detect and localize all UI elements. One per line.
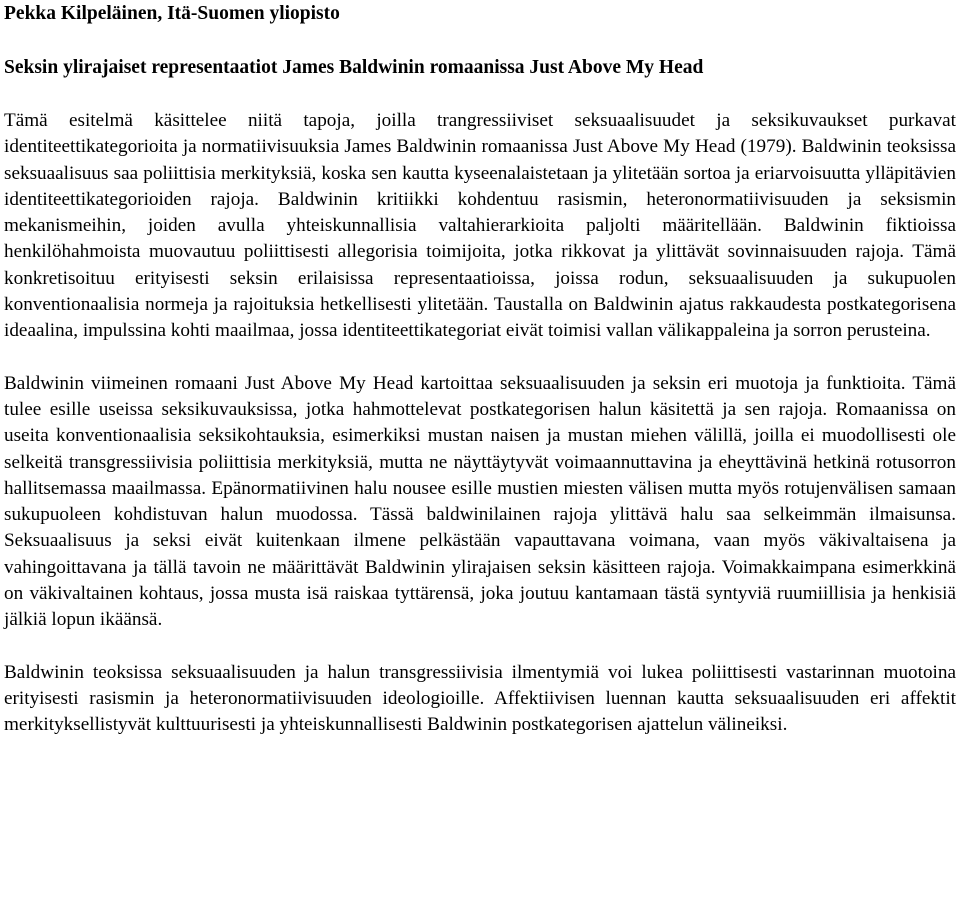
paragraph-2: Baldwinin viimeinen romaani Just Above My Head kartoittaa seksuaalisuuden ja seksin eri muotoja ja funktioita. Tämä tulee esille useissa seksikuvauksissa, jotka hahmottelevat postkategorisen halun käsitettä ja sen rajoja. Romaanissa on useita konventionaalisia seksikohtauksia, esimerkiksi mustan naisen ja mustan miehen välillä, joilla ei muodollisesti ole selkeitä transgressiivisia poliittisia merkityksiä, mutta ne näyttäytyvät voimaannuttavina ja eheyttävinä hetkinä rotusorron hallitsemassa maailmassa. Epänormatiivinen halu nousee esille mustien miesten välisen mutta myös rotujenvälisen samaan sukupuoleen kohdistuvan halun muodossa. Tässä baldwinilainen rajoja ylittävä halu saa selkeimmän ilmaisunsa. Seksuaalisuus ja seksi eivät kuitenkaan ilmene pelkästään vapauttavana voimana, vaan myös väkivaltaisena ja vahingoittavana ja tällä tavoin ne määrittävät Baldwinin ylirajaisen seksin käsitteen rajoja. Voimakkaimpana esimerkkinä on väkivaltainen kohtaus, jossa musta isä raiskaa tyttärensä, joka joutuu kantamaan tästä syntyviä ruumiillisia ja henkisiä jälkiä lopun ikäänsä.: [4, 372, 956, 631]
document-title: Seksin ylirajaiset representaatiot James Baldwinin romaanissa Just Above My Head: [4, 57, 704, 78]
author-line: Pekka Kilpeläinen, Itä-Suomen yliopisto: [4, 3, 340, 24]
document-page: [4, 0, 956, 739]
paragraph-1: Tämä esitelmä käsittelee niitä tapoja, joilla trangressiiviset seksuaalisuudet ja seksikuvaukset purkavat identiteettikategorioita ja normatiivisuuksia James Baldwinin romaanissa Just Above My Head (1979). Baldwinin teoksissa seksuaalisuus saa poliittisia merkityksiä, koska sen kautta kyseenalaistetaan ja ylitetään sortoa ja eriarvoisuutta ylläpitävien identiteettikategorioiden rajoja. Baldwinin kritiikki kohdentuu rasismin, heteronormatiivisuuden ja seksismin mekanismeihin, joiden avulla yhteiskunnallisia valtahierarkioita paljolti määritellään. Baldwinin fiktioissa henkilöhahmoista muovautuu poliittisesti allegorisia toimijoita, jotka rikkovat ja ylittävät sovinnaisuuden rajoja. Tämä konkretisoituu erityisesti seksin erilaisissa representaatioissa, joissa rodun, seksuaalisuuden ja sukupuolen konventionaalisia normeja ja rajoituksia hetkellisesti ylitetään. Taustalla on Baldwinin ajatus rakkaudesta postkategorisena ideaalina, impulssina kohti maailmaa, jossa identiteettikategoriat eivät toimisi vallan välikappaleina ja sorron perusteina.: [4, 110, 956, 342]
paragraph-3: Baldwinin teoksissa seksuaalisuuden ja halun transgressiivisia ilmentymiä voi lukea poliittisesti vastarinnan muotoina erityisesti rasismin ja heteronormatiivisuuden ideologioille. Affektiivisen luennan kautta seksuaalisuuden eri affektit merkityksellistyvät kulttuurisesti ja yhteiskunnallisesti Baldwinin postkategorisen ajattelun välineiksi.: [4, 661, 956, 736]
